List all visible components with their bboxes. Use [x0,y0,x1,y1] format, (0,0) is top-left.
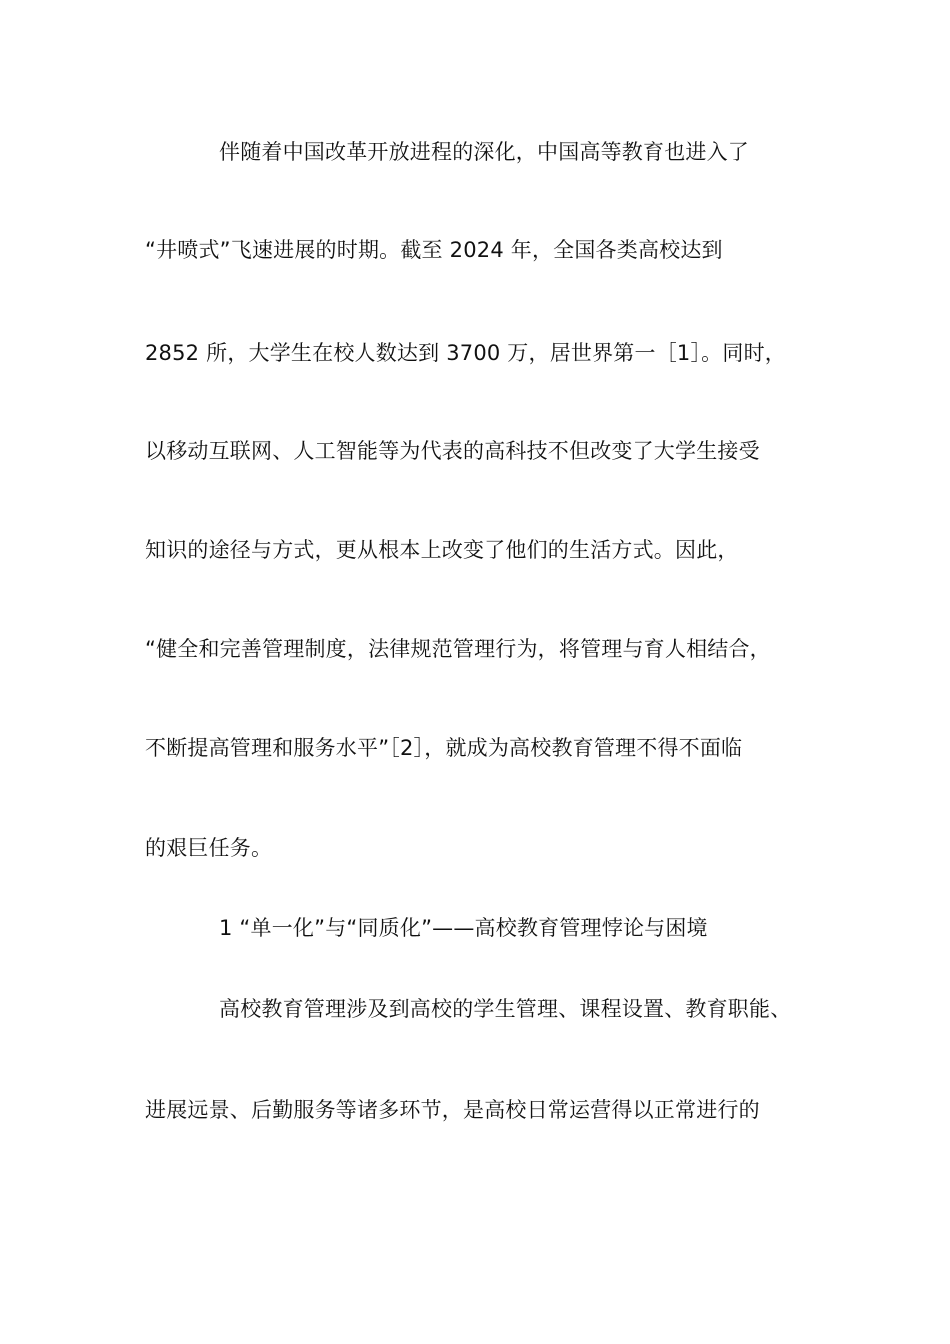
paragraph-2-line-2: 进展远景、后勤服务等诸多环节，是高校日常运营得以正常进行的 [145,1098,760,1122]
paragraph-1-line-2: “井喷式”飞速进展的时期。截至 2024 年，全国各类高校达到 [145,238,723,262]
paragraph-1-line-4: 以移动互联网、人工智能等为代表的高科技不但改变了大学生接受 [145,439,760,463]
paragraph-1-line-1: 伴随着中国改革开放进程的深化，中国高等教育也进入了 [219,140,749,164]
paragraph-1-line-6: “健全和完善管理制度，法律规范管理行为，将管理与育人相结合， [145,637,771,661]
paragraph-2-line-1: 高校教育管理涉及到高校的学生管理、课程设置、教育职能、 [219,997,792,1021]
paragraph-1-line-5: 知识的途径与方式，更从根本上改变了他们的生活方式。因此， [145,538,739,562]
paragraph-1-line-8: 的艰巨任务。 [145,836,273,860]
section-heading: 1 “单一化”与“同质化”——高校教育管理悖论与困境 [219,916,708,940]
paragraph-1-line-7: 不断提高管理和服务水平”［2］，就成为高校教育管理不得不面临 [145,736,743,760]
paragraph-1-line-3: 2852 所，大学生在校人数达到 3700 万，居世界第一［1］。同时， [145,341,786,365]
